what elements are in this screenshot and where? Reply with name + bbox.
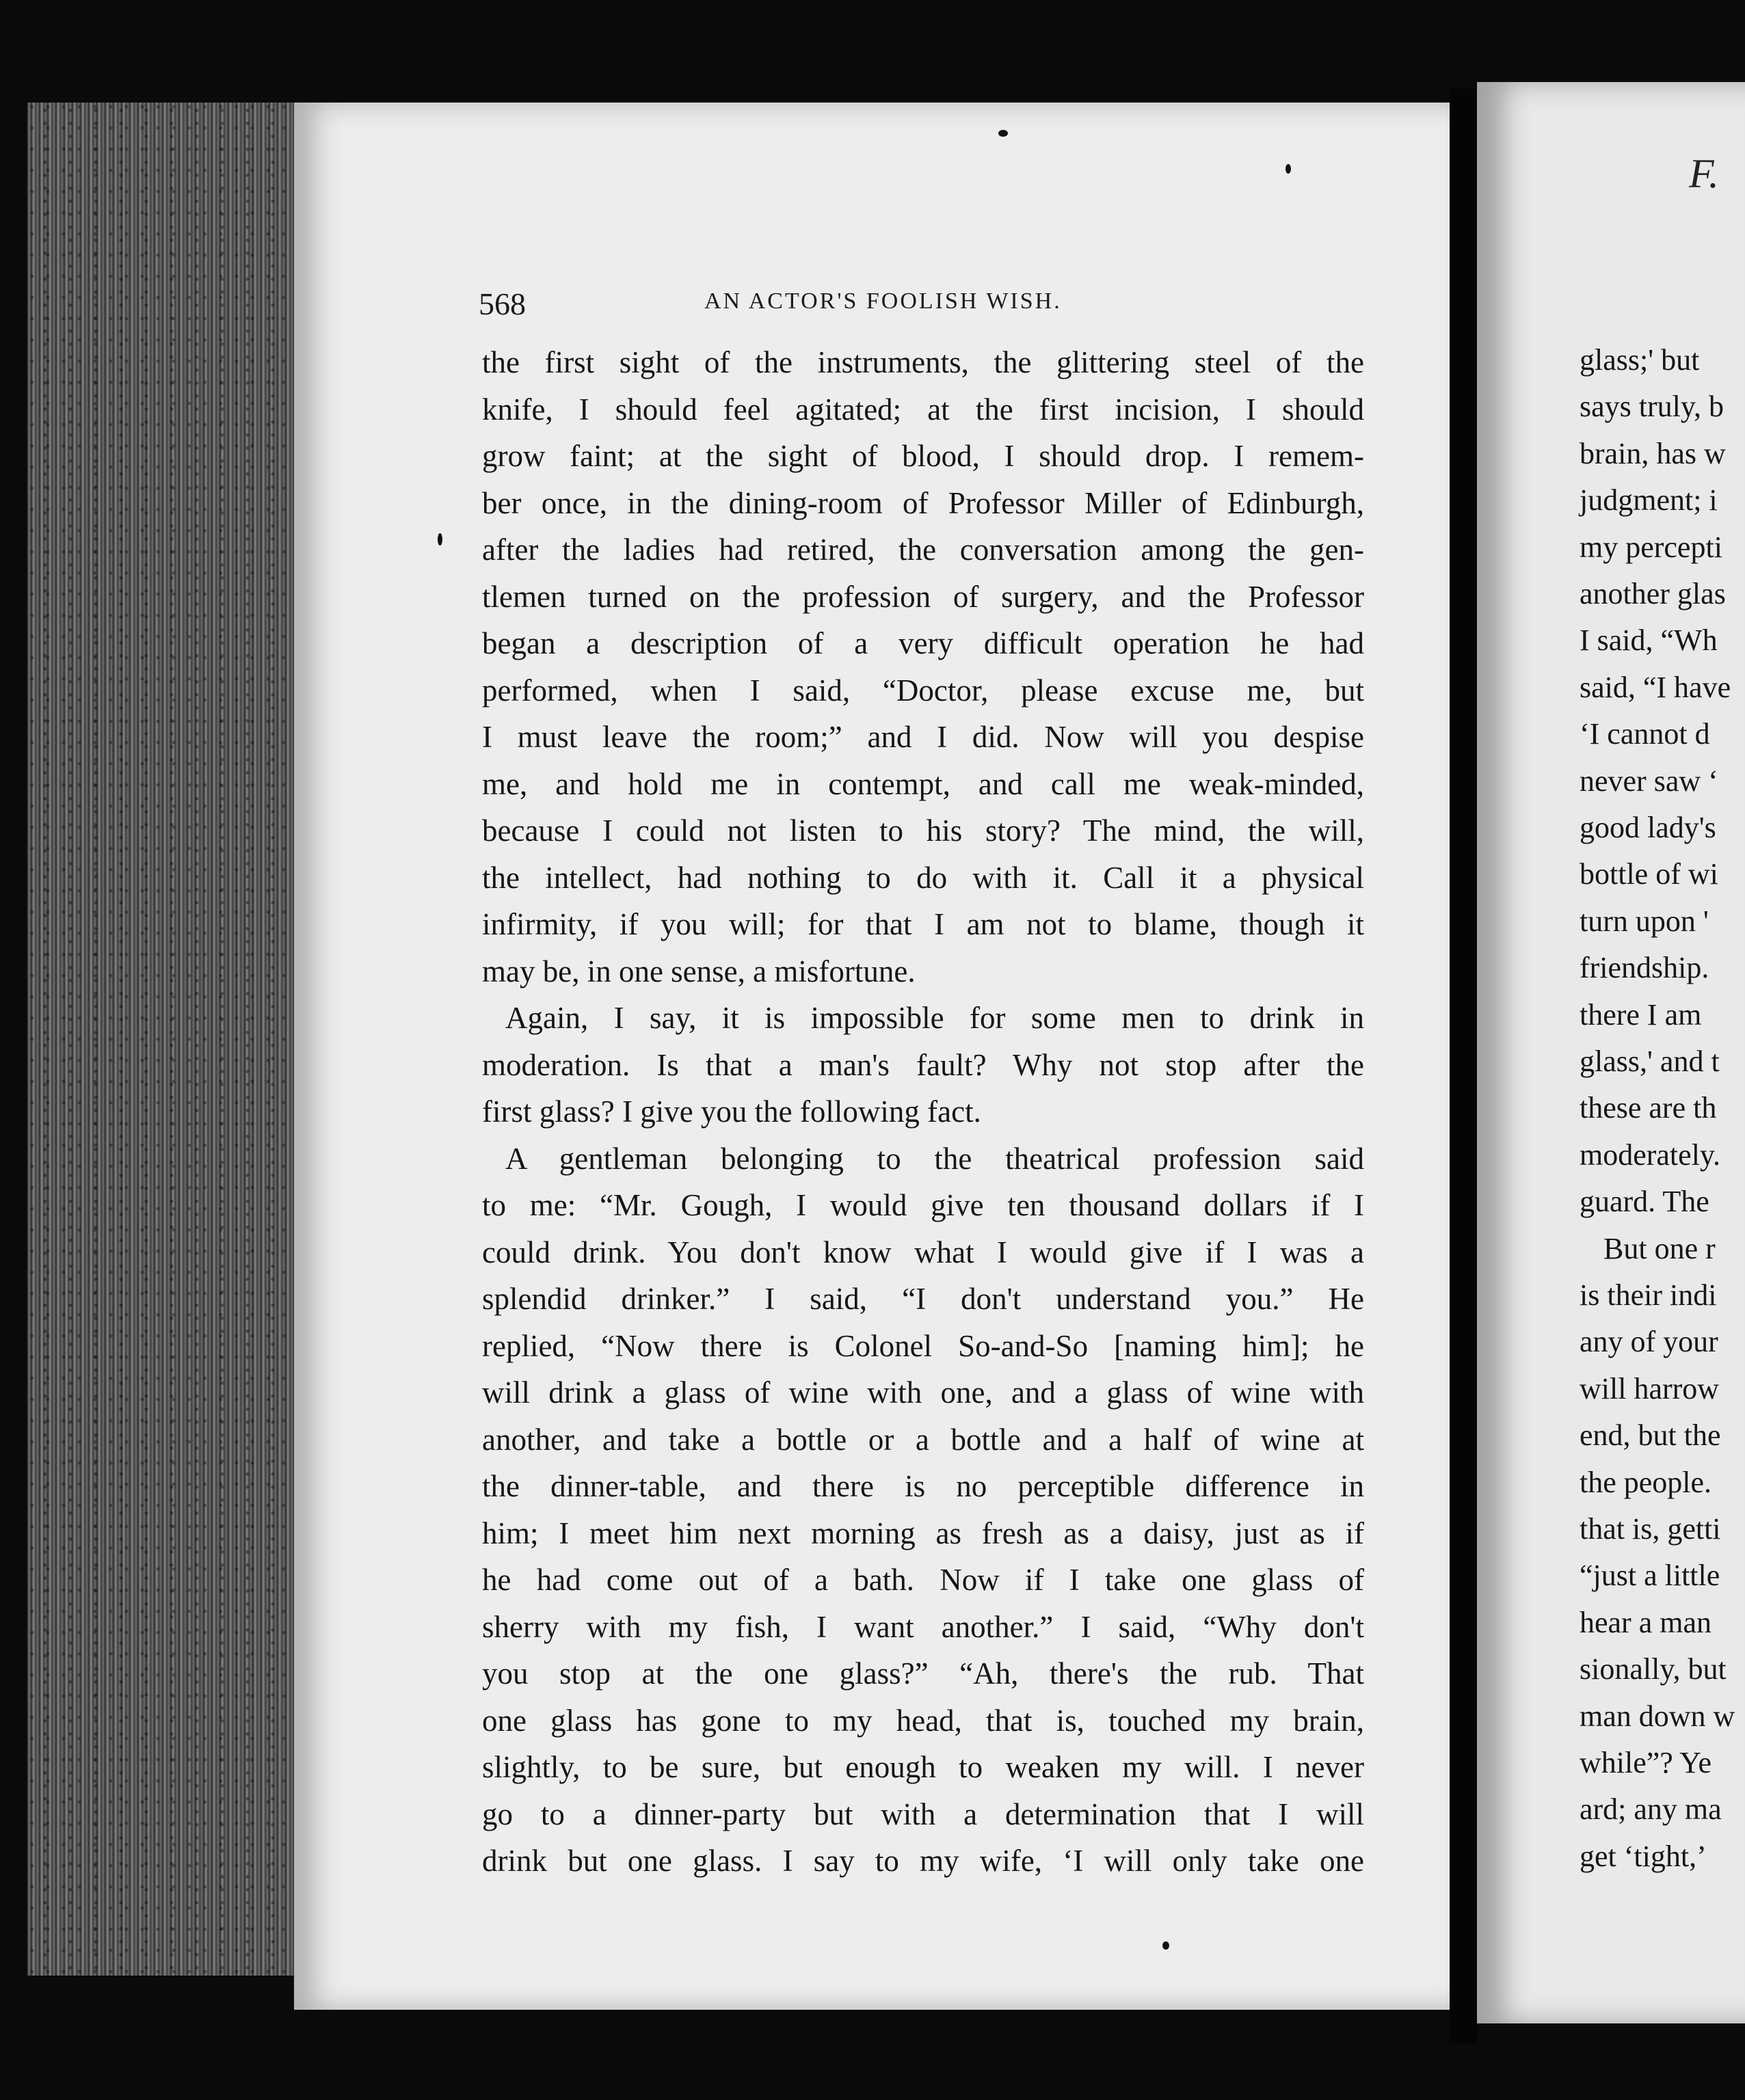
body-text [482,339,1364,1885]
text-line: could drink. You don't know what I would give if I was a [482,1235,1364,1269]
page-edge-stack [27,103,294,1976]
text-line: go to a dinner-party but with a determination that I will [482,1796,1364,1831]
text-line: “just a little [1580,1559,1720,1593]
text-line: that is, getti [1580,1512,1721,1546]
text-line: moderately. [1580,1138,1721,1172]
text-line: infirmity, if you will; for that I am not to blame, though it [482,907,1364,941]
text-line: hear a man [1580,1605,1711,1639]
text-line: A gentleman belonging to the theatrical profession said [505,1141,1364,1176]
text-line: another, and take a bottle or a bottle and a half of wine at [482,1422,1364,1457]
chapter-title: AN ACTOR'S FOOLISH WISH. [704,288,1062,314]
ink-speck [438,533,442,546]
text-line: sionally, but [1580,1652,1727,1686]
ink-speck [998,130,1008,137]
text-line: one glass has gone to my head, that is, touched my brain, [482,1703,1364,1738]
text-line: I said, “Wh [1580,623,1718,658]
text-line: judgment; i [1580,483,1718,517]
running-head [479,282,1395,323]
text-line: sherry with my fish, I want another.” I said, “Why don't [482,1609,1364,1644]
margin-mark: F. [1689,151,1719,196]
text-line: you stop at the one glass?” “Ah, there's the rub. That [482,1656,1364,1691]
text-line: any of your [1580,1325,1718,1359]
text-line: the first sight of the instruments, the glittering steel of the [482,345,1364,379]
text-line: brain, has w [1580,436,1726,470]
text-line: the dinner-table, and there is no perceptible difference in [482,1469,1364,1503]
text-line: end, but the [1580,1418,1721,1453]
text-line: knife, I should feel agitated; at the first incision, I should [482,392,1364,427]
text-line: began a description of a very difficult operation he had [482,626,1364,660]
text-line: get ‘tight,’ [1580,1839,1707,1873]
page-number: 568 [479,286,526,321]
text-line: another glas [1580,577,1726,610]
text-line: tlemen turned on the profession of surgery, and the Professor [482,579,1364,614]
text-line: said, “I have [1580,670,1731,704]
text-line: moderation. Is that a man's fault? Why not stop after the [482,1047,1364,1082]
text-line: man down w [1580,1699,1735,1733]
book-gutter [1450,89,1477,2044]
text-line: to me: “Mr. Gough, I would give ten thousand dollars if I [482,1188,1364,1222]
text-line: the intellect, had nothing to do with it. Call it a physical [482,860,1364,895]
text-line: drink but one glass. I say to my wife, ‘I will only take one [482,1844,1364,1878]
text-line: ‘I cannot d [1580,717,1710,751]
text-line: will harrow [1580,1371,1720,1405]
text-line: I must leave the room;” and I did. Now will you despise [482,720,1364,754]
text-line: glass,' and t [1580,1045,1720,1078]
text-line: me, and hold me in contempt, and call me weak-minded, [482,766,1364,801]
text-line: him; I meet him next morning as fresh as a daisy, just as if [482,1516,1364,1550]
text-line: But one r [1603,1231,1716,1265]
text-line: because I could not listen to his story? The mind, the will, [482,813,1364,848]
text-line: says truly, b [1580,390,1724,424]
text-line: ard; any ma [1580,1792,1722,1827]
ink-speck [1162,1941,1169,1950]
text-line: good lady's [1580,811,1716,844]
text-line: glass;' but [1580,343,1700,377]
text-line: replied, “Now there is Colonel So-and-So [naming him]; he [482,1328,1364,1363]
text-line: my percepti [1580,530,1722,564]
text-line: these are th [1580,1091,1717,1125]
text-line: never saw ‘ [1580,764,1718,798]
text-line: turn upon ' [1580,904,1709,938]
text-line: bottle of wi [1580,857,1718,891]
text-line: Again, I say, it is impossible for some men to drink in [505,1001,1364,1035]
text-line: friendship. [1580,951,1709,985]
text-line: the people. [1580,1465,1712,1499]
text-line: will drink a glass of wine with one, and a glass of wine with [482,1375,1364,1410]
right-page [1477,82,1745,2023]
text-line: after the ladies had retired, the conversation among the gen- [482,533,1364,567]
text-line: is their indi [1580,1278,1717,1312]
text-line: ber once, in the dining-room of Professor Miller of Edinburgh, [482,485,1364,520]
text-line: may be, in one sense, a misfortune. [482,954,916,988]
text-line: slightly, to be sure, but enough to weaken my will. I never [482,1750,1364,1784]
text-line: there I am [1580,997,1702,1032]
text-line: he had come out of a bath. Now if I take one glass of [482,1563,1364,1597]
text-line: splendid drinker.” I said, “I don't understand you.” He [482,1282,1364,1316]
text-line: performed, when I said, “Doctor, please excuse me, but [482,673,1364,708]
text-line: while”? Ye [1580,1746,1712,1779]
text-line: grow faint; at the sight of blood, I should drop. I remem- [482,439,1364,473]
text-line: first glass? I give you the following fact. [482,1094,981,1129]
text-line: guard. The [1580,1185,1709,1219]
ink-speck [1286,164,1291,174]
